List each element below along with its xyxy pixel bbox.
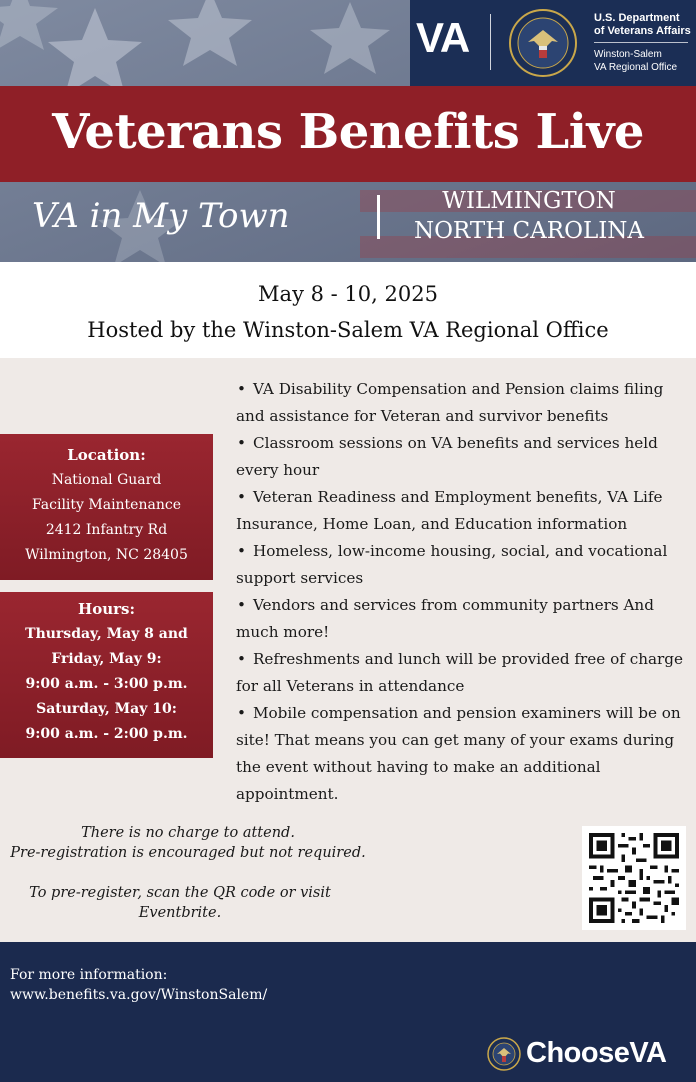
qr-code-icon[interactable] (582, 826, 686, 930)
office-name-line1: Winston-Salem (594, 49, 662, 60)
city-line2: NORTH CAROLINA (413, 218, 645, 244)
va-logo-block (410, 0, 696, 86)
hours-line: 9:00 a.m. - 3:00 p.m. (25, 676, 188, 692)
office-name-line2: VA Regional Office (594, 62, 678, 73)
more-info-link[interactable]: www.benefits.va.gov/WinstonSalem/ (10, 987, 268, 1003)
va-seal-icon (487, 1037, 521, 1071)
location-line: National Guard (51, 472, 162, 488)
preregistration-note: Pre-registration is encouraged but not required. (10, 845, 366, 861)
location-box (0, 434, 213, 580)
subtitle: VA in My Town (32, 196, 290, 236)
location-line: Wilmington, NC 28405 (25, 547, 188, 563)
va-wordmark: VA (416, 14, 470, 61)
hours-line: Saturday, May 10: (36, 701, 177, 717)
dept-rule (594, 42, 688, 43)
location-line: 2412 Infantry Rd (45, 522, 168, 538)
page-title: Veterans Benefits Live (52, 104, 644, 160)
dept-name-line2: of Veterans Affairs (594, 25, 691, 37)
event-host: Hosted by the Winston-Salem VA Regional Office (87, 318, 609, 342)
list-item: • Refreshments and lunch will be provided free of charge for all Veterans in attendance (236, 646, 688, 700)
location-heading: Location: (67, 446, 146, 464)
va-seal-icon (508, 8, 578, 78)
list-item: • Veteran Readiness and Employment benefits, VA Life Insurance, Home Loan, and Education information (236, 484, 688, 538)
more-info-label: For more information: (10, 967, 168, 983)
dept-name-line1: U.S. Department (594, 12, 680, 24)
list-item: • Homeless, low-income housing, social, and vocational support services (236, 538, 688, 592)
subtitle-divider (377, 195, 380, 239)
hours-heading: Hours: (78, 600, 135, 618)
list-item: • Vendors and services from community partners And much more! (236, 592, 688, 646)
logo-divider (490, 14, 491, 70)
register-instructions: To pre-register, scan the QR code or visit Eventbrite. (29, 885, 331, 921)
list-item: • Mobile compensation and pension examiners will be on site! That means you can get many of your exams during the event without having to make an additional appointment. (236, 700, 688, 808)
date-band (0, 262, 696, 358)
event-dates: May 8 - 10, 2025 (258, 282, 438, 306)
city-line1: WILMINGTON (442, 188, 616, 214)
city-label (400, 186, 658, 246)
no-charge-note: There is no charge to attend. (81, 825, 295, 841)
choose-va-logo (526, 1037, 666, 1070)
location-line: Facility Maintenance (32, 497, 181, 513)
choose-va-letters: VA (629, 1037, 667, 1069)
list-item: • Classroom sessions on VA benefits and services held every hour (236, 430, 688, 484)
hours-line: Thursday, May 8 and (25, 626, 188, 642)
hours-box (0, 592, 213, 758)
services-list (236, 376, 688, 808)
hours-line: 9:00 a.m. - 2:00 p.m. (25, 726, 188, 742)
choose-text: Choose (526, 1037, 630, 1069)
list-item: • VA Disability Compensation and Pension claims filing and assistance for Veteran and survivor benefits (236, 376, 688, 430)
hours-line: Friday, May 9: (51, 651, 162, 667)
